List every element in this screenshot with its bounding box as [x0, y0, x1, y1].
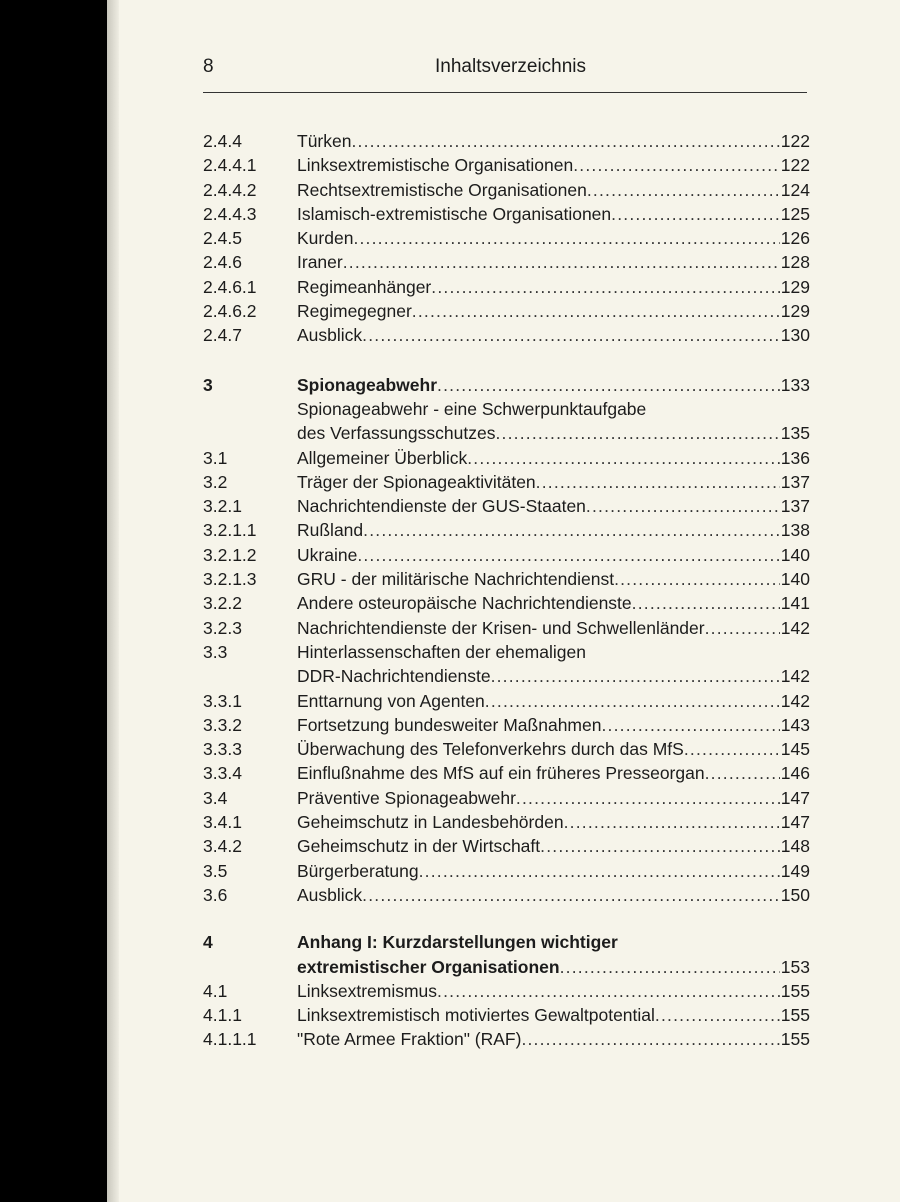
dot-leader [655, 1003, 780, 1027]
page-number: 8 [203, 56, 214, 77]
toc-entry [203, 567, 810, 591]
toc-entry-number: 4.1.1.1 [203, 1029, 257, 1050]
toc-entry-page: 137 [780, 496, 810, 517]
spacer [203, 348, 810, 373]
dot-leader [705, 616, 780, 640]
toc-entry-title: Türken [297, 131, 352, 151]
toc-entry [203, 494, 810, 518]
toc-entry [203, 397, 810, 421]
toc-entry [203, 689, 810, 713]
dot-leader [521, 1027, 779, 1051]
toc-entry-title-continued: des Verfassungsschutzes [297, 423, 496, 444]
dot-leader [684, 737, 780, 761]
toc-entry [203, 323, 810, 347]
dot-leader [357, 543, 779, 567]
toc-entry-number: 3.3.3 [203, 739, 242, 760]
toc-entry-number: 3.2.1.2 [203, 544, 257, 565]
toc-entry-number: 3.2.1.3 [203, 569, 257, 590]
dot-leader [491, 664, 780, 688]
dot-leader [614, 567, 780, 591]
toc-entry-title: Rußland [297, 520, 364, 541]
toc-entry [203, 299, 810, 323]
toc-entry-page: 124 [780, 179, 810, 200]
toc-entry [203, 446, 810, 470]
toc-entry-number: 3.2.1 [203, 496, 242, 517]
toc-entry-page: 149 [780, 860, 810, 881]
toc-entry-number: 3.4.1 [203, 812, 242, 833]
toc-entry-number: 2.4.6 [203, 252, 242, 273]
dot-leader [611, 202, 780, 226]
toc-entry-page: 135 [780, 423, 810, 444]
toc-entry-page: 142 [780, 666, 810, 687]
toc-entry-title: Ausblick [297, 884, 363, 905]
toc-entry-title: Andere osteuropäische Nachrichtendienste [297, 593, 632, 614]
toc-entry [203, 250, 810, 274]
toc-entry-number: 2.4.4.1 [203, 155, 257, 176]
dot-leader [437, 979, 780, 1003]
dot-leader [564, 810, 780, 834]
toc-entry [203, 226, 810, 250]
dot-leader [516, 786, 780, 810]
toc-chapter-heading [203, 930, 810, 954]
toc-entry-page: 145 [780, 739, 810, 760]
dot-leader [362, 323, 780, 347]
dot-leader [412, 299, 780, 323]
toc-entry-title: Bürgerberatung [297, 860, 419, 881]
toc-entry-page: 126 [780, 228, 810, 249]
toc-entry-title: Enttarnung von Agenten [297, 690, 485, 711]
toc-entry-page: 143 [780, 714, 810, 735]
toc-entry-number: 3.3.4 [203, 763, 242, 784]
toc-entry-page: 155 [780, 1005, 810, 1026]
toc-entry-number: 2.4.6.2 [203, 301, 257, 322]
dot-leader [437, 373, 780, 397]
dot-leader [343, 250, 780, 274]
toc-entry-title-continued: DDR-Nachrichtendienste [297, 666, 491, 687]
toc-entry-title: Überwachung des Telefonverkehrs durch das MfS [297, 739, 684, 760]
toc-entry-number: 2.4.6.1 [203, 276, 257, 297]
dot-leader [560, 955, 780, 979]
dot-leader [587, 178, 780, 202]
toc-entry-page: 133 [780, 374, 810, 395]
toc-entry-title: Spionageabwehr - eine Schwerpunktaufgabe [297, 398, 647, 419]
dot-leader [573, 153, 780, 177]
dot-leader [540, 834, 780, 858]
dot-leader [485, 689, 780, 713]
toc-entry-page: 141 [780, 593, 810, 614]
toc-entry-page: 146 [780, 763, 810, 784]
dot-leader [353, 226, 779, 250]
dot-leader [601, 713, 779, 737]
toc-entry-title: Islamisch-extremistische Organisationen [297, 203, 612, 224]
toc-entry [203, 640, 810, 664]
toc-group-3-3 [203, 689, 810, 908]
book-binding-shadow [0, 0, 107, 1202]
toc-entry-title: Einflußnahme des MfS auf ein früheres Presseorgan [297, 763, 705, 784]
toc-entry [203, 737, 810, 761]
toc-entry-number: 3.5 [203, 860, 228, 881]
header-divider [203, 92, 807, 93]
toc-entry [203, 664, 810, 688]
toc-entry [203, 470, 810, 494]
toc-group-3 [203, 446, 810, 640]
toc-entry [203, 616, 810, 640]
toc-entry-page: 142 [780, 617, 810, 638]
toc-entry-title: Spionageabwehr [297, 374, 438, 395]
toc-entry-title: "Rote Armee Fraktion" (RAF) [297, 1029, 522, 1050]
toc-entry [203, 275, 810, 299]
toc-entry-page: 142 [780, 690, 810, 711]
toc-entry [203, 153, 810, 177]
toc-entry-number: 3.4.2 [203, 836, 242, 857]
page-gutter [107, 0, 119, 1202]
toc-entry-page: 140 [780, 544, 810, 565]
toc-entry [203, 979, 810, 1003]
toc-entry [203, 421, 810, 445]
toc-entry [203, 543, 810, 567]
toc-entry-page: 136 [780, 447, 810, 468]
toc-entry-number: 2.4.5 [203, 228, 242, 249]
toc-entry-page: 147 [780, 812, 810, 833]
toc-entry-number: 3.3.1 [203, 690, 242, 711]
toc-entry-title: Geheimschutz in Landesbehörden [297, 812, 564, 833]
toc-entry-title: Präventive Spionageabwehr [297, 787, 516, 808]
dot-leader [632, 591, 780, 615]
toc-chapter-heading [203, 373, 810, 397]
toc-entry-page: 128 [780, 252, 810, 273]
toc-entry-title: Hinterlassenschaften der ehemaligen [297, 641, 586, 662]
toc-entry-number: 3.6 [203, 884, 228, 905]
toc-entry-title: Nachrichtendienste der GUS-Staaten [297, 496, 586, 517]
toc-entry-page: 147 [780, 787, 810, 808]
toc-entry-page: 153 [780, 956, 810, 977]
toc-entry-title: Rechtsextremistische Organisationen [297, 179, 587, 200]
toc-entry-title: Anhang I: Kurzdarstellungen wichtiger [297, 932, 618, 953]
toc-entry-number: 3.3.2 [203, 714, 242, 735]
toc-entry-title: Geheimschutz in der Wirtschaft [297, 836, 541, 857]
toc-entry-number: 3.1 [203, 447, 228, 468]
toc-entry-number: 3.3 [203, 641, 228, 662]
toc-entry-number: 4.1 [203, 980, 228, 1001]
toc-entry-number: 3.2.1.1 [203, 520, 257, 541]
toc-entry-number: 3.2.2 [203, 593, 242, 614]
toc-entry-title: Linksextremismus [297, 980, 438, 1001]
dot-leader [419, 859, 780, 883]
toc-entry [203, 518, 810, 542]
toc-entry-number: 2.4.4.2 [203, 179, 257, 200]
toc-entry-title: Linksextremistische Organisationen [297, 155, 574, 176]
toc-entry-page: 155 [780, 980, 810, 1001]
dot-leader [586, 494, 780, 518]
dot-leader [495, 421, 779, 445]
toc-entry [203, 883, 810, 907]
toc-entry-page: 155 [780, 1029, 810, 1050]
dot-leader [536, 470, 780, 494]
toc-entry-number: 2.4.4 [203, 131, 242, 151]
toc-entry-page: 129 [780, 301, 810, 322]
dot-leader [363, 518, 780, 542]
toc-entry-page: 130 [780, 325, 810, 346]
toc-entry [203, 810, 810, 834]
toc-entry-page: 150 [780, 884, 810, 905]
toc-entry [203, 202, 810, 226]
toc-entry-title: Ukraine [297, 544, 358, 565]
toc-chapter-heading [203, 955, 810, 979]
toc-entry-number: 4.1.1 [203, 1005, 242, 1026]
toc-entry-number: 3.2.3 [203, 617, 242, 638]
toc-entry-title: Fortsetzung bundesweiter Maßnahmen [297, 714, 602, 735]
toc-entry-title: Nachrichtendienste der Krisen- und Schwellenländer [297, 617, 705, 638]
toc-entry-number: 3.4 [203, 787, 228, 808]
dot-leader [351, 129, 779, 153]
spacer [203, 907, 810, 930]
toc-entry [203, 713, 810, 737]
toc-entry-page: 138 [780, 520, 810, 541]
dot-leader [362, 883, 780, 907]
toc-entry-page: 140 [780, 569, 810, 590]
toc-entry [203, 1027, 810, 1051]
toc-entry-title: Ausblick [297, 325, 363, 346]
toc-entry [203, 129, 810, 153]
toc-entry-page: 122 [780, 155, 810, 176]
page-title: Inhaltsverzeichnis [435, 56, 587, 77]
toc-entry-number: 2.4.4.3 [203, 203, 257, 224]
toc-entry [203, 834, 810, 858]
dot-leader [705, 761, 780, 785]
toc-entry-title: Allgemeiner Überblick [297, 447, 468, 468]
toc-entry-page: 125 [780, 203, 810, 224]
toc-entry [203, 859, 810, 883]
toc-entry-number: 3.2 [203, 471, 228, 492]
toc-entry [203, 761, 810, 785]
toc-entry [203, 786, 810, 810]
toc-group-4 [203, 979, 810, 1052]
toc-entry-page: 137 [780, 471, 810, 492]
toc-entry-page: 122 [780, 131, 810, 151]
toc-entry-number: 2.4.7 [203, 325, 242, 346]
toc-entry-page: 148 [780, 836, 810, 857]
table-of-contents [203, 129, 810, 1052]
toc-entry-title: Regimeanhänger [297, 276, 432, 297]
toc-entry-number: 4 [203, 932, 213, 953]
toc-entry-title: Träger der Spionageaktivitäten [297, 471, 536, 492]
toc-group-2-4 [203, 129, 810, 348]
toc-entry-title: Iraner [297, 252, 343, 273]
toc-entry-title: Regimegegner [297, 301, 412, 322]
dot-leader [431, 275, 780, 299]
dot-leader [467, 446, 780, 470]
toc-entry-title: Kurden [297, 228, 354, 249]
toc-entry-page: 129 [780, 276, 810, 297]
toc-entry-number: 3 [203, 374, 213, 395]
toc-entry [203, 178, 810, 202]
toc-entry [203, 1003, 810, 1027]
toc-entry-title: GRU - der militärische Nachrichtendienst [297, 569, 615, 590]
toc-entry-title-continued: extremistischer Organisationen [297, 956, 560, 977]
toc-entry [203, 591, 810, 615]
toc-entry-title: Linksextremistisch motiviertes Gewaltpotential [297, 1005, 655, 1026]
